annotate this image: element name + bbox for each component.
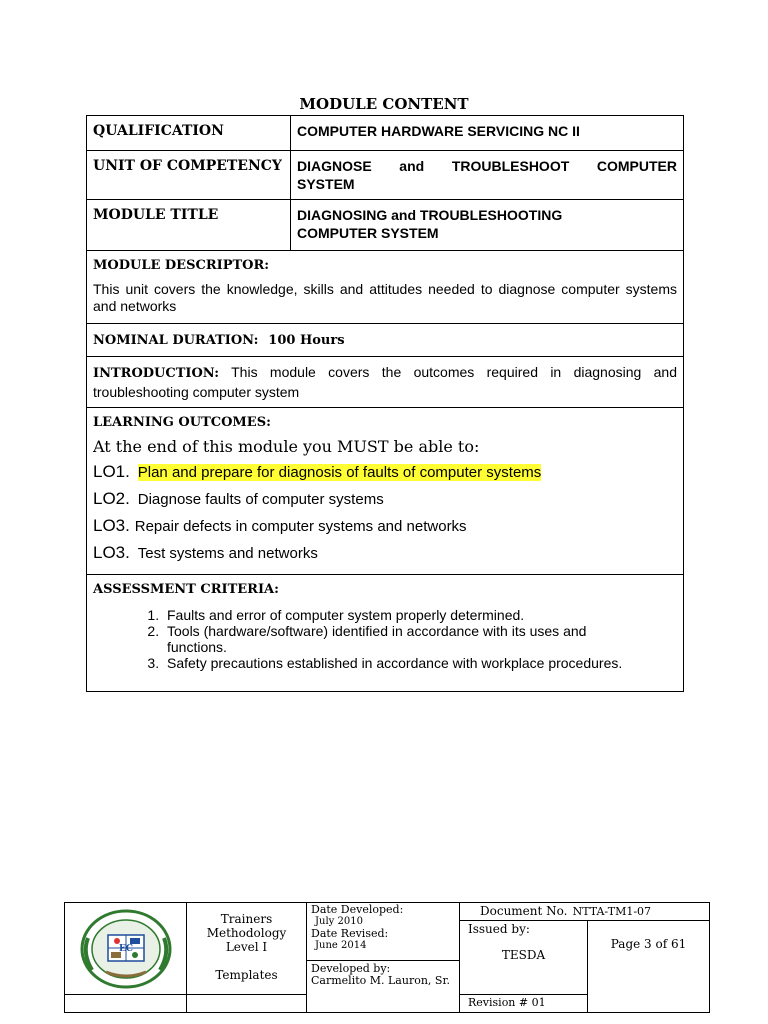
developed-by-cell	[307, 961, 460, 1013]
issued-by-cell	[460, 921, 588, 995]
introduction-row	[87, 357, 684, 408]
descriptor-label: MODULE DESCRIPTOR:	[93, 258, 270, 273]
assessment-item: 3. Safety precautions established in accordance with workplace procedures.	[163, 655, 677, 671]
module-title-value: DIAGNOSING and TROUBLESHOOTING COMPUTER SYSTEM	[291, 200, 684, 251]
document-footer	[64, 902, 710, 1013]
revision-number: Revision # 01	[468, 996, 546, 1009]
learning-outcome-text: Test systems and networks	[137, 545, 318, 562]
page-number: Page 3 of 61	[610, 937, 687, 951]
course-line-1: Trainers	[220, 912, 273, 926]
date-developed-value: July 2010	[315, 916, 363, 927]
unit-value	[291, 151, 684, 200]
assessment-row	[87, 575, 684, 692]
learning-outcome-item	[93, 488, 677, 510]
developed-by-value: Carmelito M. Lauron, Sr.	[311, 974, 450, 987]
assessment-item: 1. Faults and error of computer system properly determined.	[163, 607, 677, 623]
course-line-3: Level I	[225, 940, 268, 954]
learning-outcome-item	[93, 542, 677, 564]
duration-row	[87, 324, 684, 357]
introduction-label: INTRODUCTION:	[93, 366, 220, 381]
learning-outcome-text: Diagnose faults of computer systems	[137, 491, 384, 508]
duration-label: NOMINAL DURATION:	[93, 333, 259, 348]
learning-outcome-code: LO3.	[93, 516, 130, 535]
date-revised-value: June 2014	[315, 940, 367, 951]
unit-value-line2: SYSTEM	[297, 176, 355, 192]
module-content-table	[86, 115, 684, 692]
date-developed-label: Date Developed:	[311, 903, 404, 916]
dates-cell	[307, 903, 460, 961]
course-cell	[187, 903, 307, 995]
module-title-label: MODULE TITLE	[87, 200, 291, 251]
templates-label: Templates	[215, 968, 278, 982]
developed-by-label: Developed by:	[311, 962, 391, 975]
learning-outcome-item	[93, 515, 677, 537]
document-number-label: Document No.	[480, 904, 568, 918]
learning-outcome-code: LO3.	[93, 543, 130, 562]
course-line-2: Methodology	[206, 926, 287, 940]
qualification-row	[87, 116, 684, 151]
issued-by-value: TESDA	[501, 948, 546, 962]
learning-outcomes-intro: At the end of this module you MUST be able to:	[93, 437, 480, 456]
descriptor-row	[87, 251, 684, 324]
page-cell	[588, 921, 710, 1013]
page-title: MODULE CONTENT	[299, 95, 469, 113]
qualification-label: QUALIFICATION	[87, 116, 291, 151]
seal-cell	[65, 903, 187, 995]
revision-cell	[460, 995, 588, 1013]
learning-outcomes-label: LEARNING OUTCOMES:	[93, 415, 271, 430]
introduction-text: This module covers the outcomes required in diagnosing and troubleshooting computer system	[93, 364, 677, 400]
assessment-item: 2. Tools (hardware/software) identified in accordance with its uses and functions.	[163, 623, 677, 655]
document-number-cell	[460, 903, 710, 921]
learning-outcome-code: LO1.	[93, 462, 130, 481]
descriptor-text: This unit covers the knowledge, skills and attitudes needed to diagnose computer systems and networks	[93, 281, 677, 314]
issued-by-label: Issued by:	[468, 922, 530, 936]
assessment-list	[93, 607, 677, 671]
learning-outcomes-row	[87, 408, 684, 575]
learning-outcome-code: LO2.	[93, 489, 130, 508]
learning-outcome-item	[93, 461, 677, 483]
duration-value: 100 Hours	[268, 333, 345, 348]
unit-value-line1: DIAGNOSE and TROUBLESHOOT COMPUTER	[297, 158, 677, 174]
institution-seal-icon	[78, 908, 174, 990]
qualification-value: COMPUTER HARDWARE SERVICING NC II	[291, 116, 684, 151]
seal-monogram: EC	[118, 943, 133, 954]
unit-row	[87, 151, 684, 200]
assessment-label: ASSESSMENT CRITERIA:	[93, 582, 279, 597]
document-number-value: NTTA-TM1-07	[572, 905, 652, 918]
unit-label: UNIT OF COMPETENCY	[87, 151, 291, 200]
learning-outcome-text-highlighted: Plan and prepare for diagnosis of faults of computer systems	[137, 464, 542, 481]
learning-outcome-text: Repair defects in computer systems and networks	[134, 518, 467, 535]
date-revised-label: Date Revised:	[311, 927, 389, 940]
module-title-row	[87, 200, 684, 251]
